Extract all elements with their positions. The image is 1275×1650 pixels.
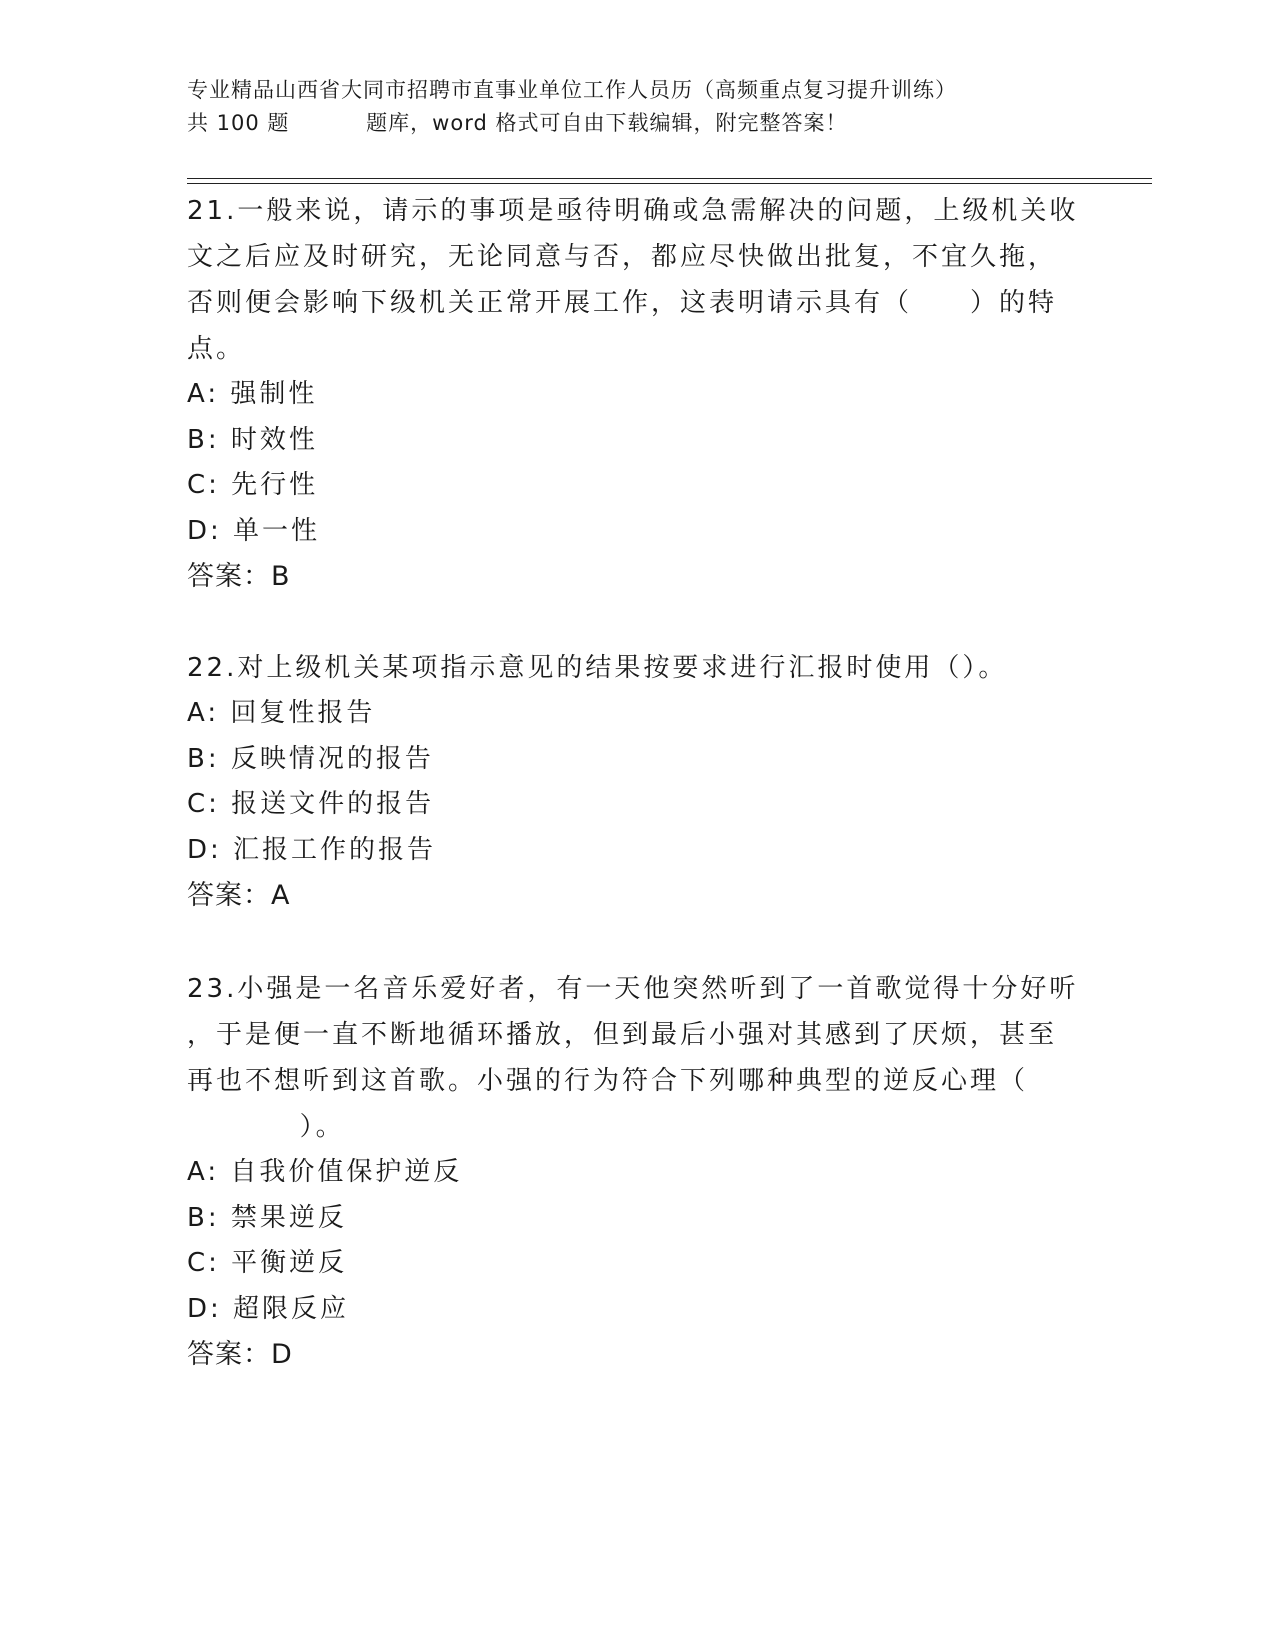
question-text-line: 22.对上级机关某项指示意见的结果按要求进行汇报时使用（）。 bbox=[187, 653, 1008, 683]
option-c: C: 先行性 bbox=[187, 470, 319, 500]
option-a: A: 回复性报告 bbox=[187, 698, 376, 728]
header-title-line: 专业精品山西省大同市招聘市直事业单位工作人员历（高频重点复习提升训练） bbox=[187, 78, 957, 102]
answer-line: 答案：D bbox=[187, 1339, 293, 1370]
question-23 bbox=[187, 966, 1087, 1378]
option-c: C: 平衡逆反 bbox=[187, 1248, 348, 1278]
question-text-line: ，于是便一直不断地循环播放，但到最后小强对其感到了厌烦，甚至 bbox=[187, 1020, 1058, 1050]
option-d: D: 单一性 bbox=[187, 515, 321, 546]
answer-line: 答案：B bbox=[187, 561, 291, 592]
option-c: C: 报送文件的报告 bbox=[187, 789, 435, 819]
option-b: B: 反映情况的报告 bbox=[187, 743, 434, 774]
question-text-line: 23.小强是一名音乐爱好者，有一天他突然听到了一首歌觉得十分好听 bbox=[187, 974, 1079, 1004]
question-text-line: 否则便会影响下级机关正常开展工作，这表明请示具有（ ）的特 bbox=[187, 288, 1058, 318]
option-b: B: 时效性 bbox=[187, 424, 318, 455]
option-b: B: 禁果逆反 bbox=[187, 1202, 347, 1233]
question-text-line: ）。 bbox=[187, 1112, 345, 1142]
option-d: D: 超限反应 bbox=[187, 1293, 350, 1324]
header-divider-top bbox=[187, 178, 1152, 179]
question-text-line: 点。 bbox=[187, 334, 246, 364]
header-subtitle-line: 共 100 题 题库，word 格式可自由下载编辑，附完整答案！ bbox=[187, 111, 848, 135]
question-22 bbox=[187, 645, 1087, 919]
question-21 bbox=[187, 188, 1087, 600]
question-text-line: 文之后应及时研究，无论同意与否，都应尽快做出批复，不宜久拖， bbox=[187, 242, 1058, 272]
answer-line: 答案：A bbox=[187, 880, 291, 911]
question-text-line: 再也不想听到这首歌。小强的行为符合下列哪种典型的逆反心理（ bbox=[187, 1066, 1029, 1096]
header-divider-bottom bbox=[187, 183, 1152, 184]
option-a: A: 强制性 bbox=[187, 379, 318, 409]
question-text-line: 21.一般来说，请示的事项是亟待明确或急需解决的问题，上级机关收 bbox=[187, 196, 1079, 226]
option-d: D: 汇报工作的报告 bbox=[187, 834, 437, 865]
document-header bbox=[187, 74, 1147, 140]
option-a: A: 自我价值保护逆反 bbox=[187, 1157, 463, 1187]
